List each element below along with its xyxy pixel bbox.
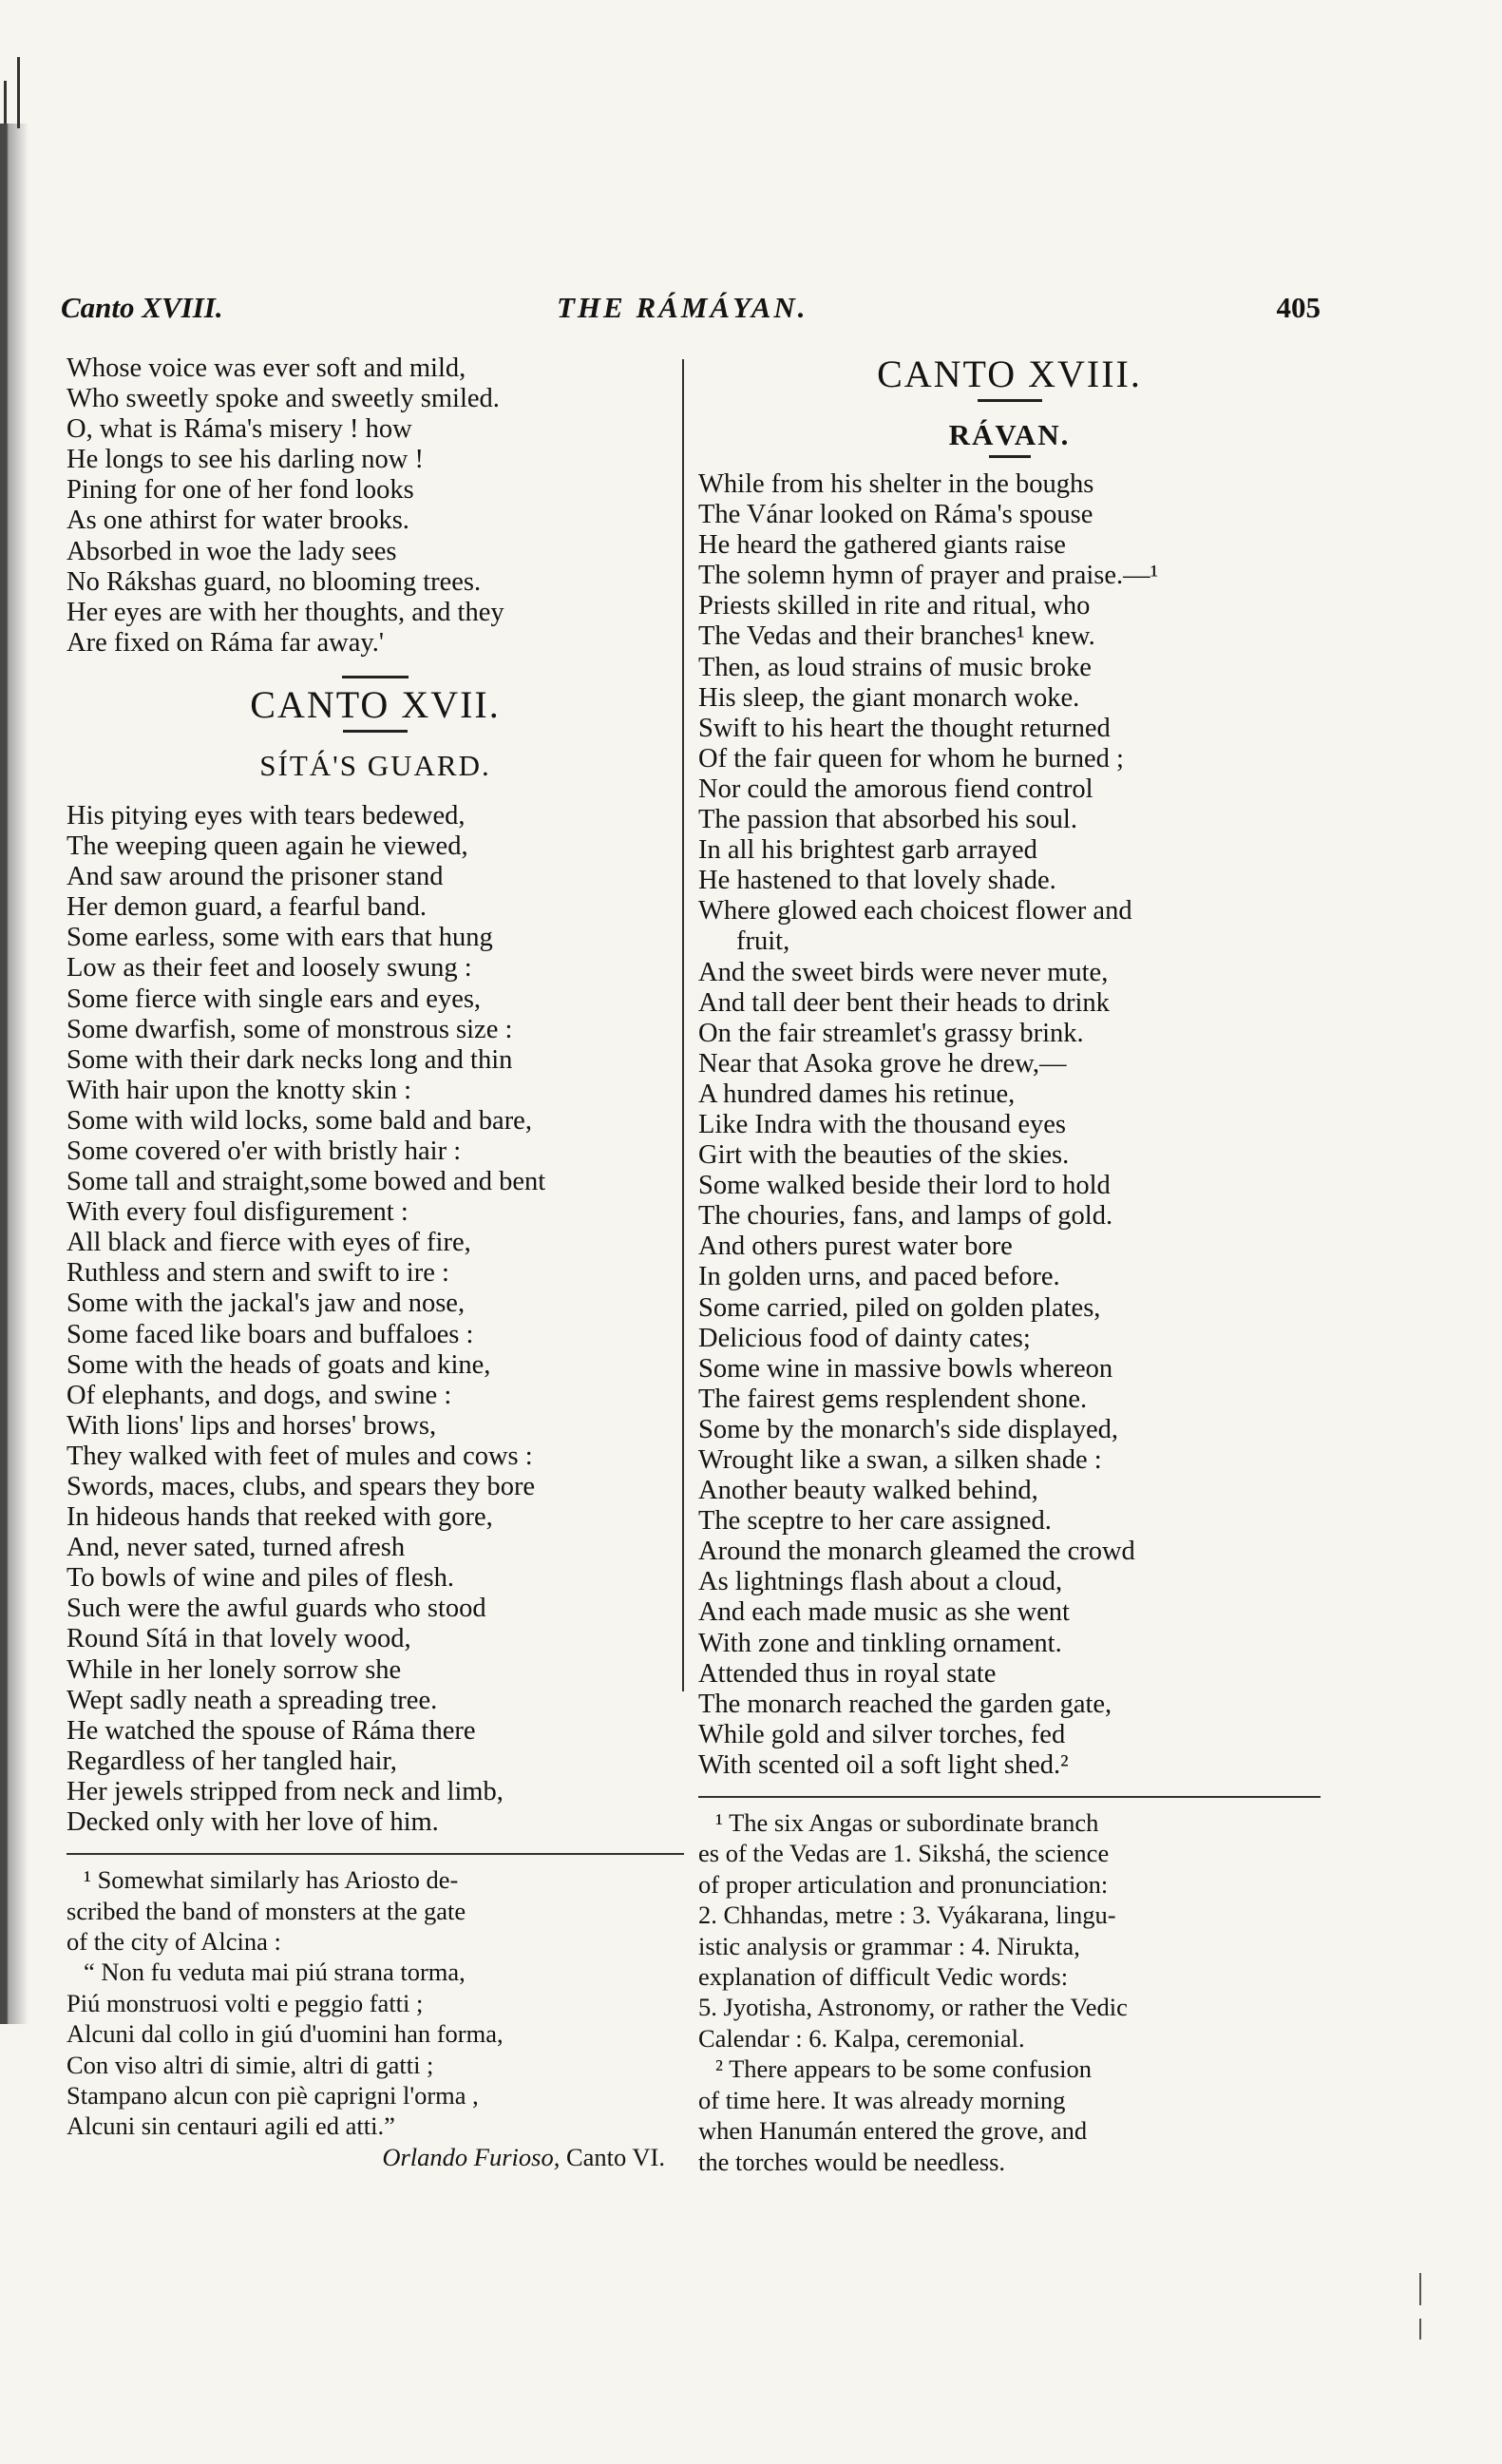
verse-line: Nor could the amorous fiend control	[698, 774, 1093, 804]
header-canto: Canto XVIII.	[61, 291, 223, 324]
verse-line: Some covered o'er with bristly hair :	[67, 1136, 462, 1166]
verse-line: He watched the spouse of Ráma there	[67, 1715, 476, 1746]
footnote-rule	[67, 1853, 684, 1855]
right-column	[698, 353, 1321, 2177]
verse-line: And each made music as she went	[698, 1597, 1070, 1628]
footnote-line: ² There appears to be some confusion	[715, 2054, 1092, 2084]
verse-line: The Vedas and their branches¹ knew.	[698, 621, 1095, 652]
canto-title: CANTO XVII.	[250, 682, 501, 726]
citation-canto: Canto VI.	[565, 2142, 665, 2171]
header-book-title: THE RÁMÁYAN.	[557, 291, 808, 324]
verse-line: Ruthless and stern and swift to ire :	[67, 1258, 449, 1289]
footnote	[698, 1807, 1321, 2177]
verse-line: Swift to his heart the thought returned	[698, 713, 1111, 743]
verse-line: Decked only with her love of him.	[67, 1807, 439, 1838]
verse-line: With lions' lips and horses' brows,	[67, 1410, 437, 1441]
verse-line: Who sweetly spoke and sweetly smiled.	[67, 384, 500, 414]
footnote-line: Piú monstruosi volti e peggio fatti ;	[67, 1988, 424, 2017]
verse-line: While from his shelter in the boughs	[698, 469, 1094, 499]
footnote-line: Stampano alcun con piè caprigni l'orma ,	[67, 2080, 479, 2110]
verse-line: While gold and silver torches, fed	[698, 1719, 1066, 1749]
verse-line: And tall deer bent their heads to drink	[698, 987, 1110, 1018]
verse-line: Some faced like boars and buffaloes :	[67, 1319, 474, 1349]
verse-line: Another beauty walked behind,	[698, 1476, 1038, 1506]
verse-line: He hastened to that lovely shade.	[698, 866, 1056, 896]
verse-line: Regardless of her tangled hair,	[67, 1746, 397, 1776]
verse-line: Some dwarfish, some of monstrous size :	[67, 1014, 513, 1044]
footnote-citation	[67, 2142, 684, 2172]
verse-line: The sceptre to her care assigned.	[698, 1506, 1052, 1537]
footnote-line: es of the Vedas are 1. Sikshá, the science	[698, 1839, 1110, 1868]
verse-block	[67, 801, 684, 1838]
verse-line: And the sweet birds were never mute,	[698, 957, 1109, 987]
verse-line: In all his brightest garb arrayed	[698, 835, 1037, 866]
footnote-line: explanation of difficult Vedic words:	[698, 1962, 1069, 1992]
footnote-line: 2. Chhandas, metre : 3. Vyákarana, lingu-	[698, 1901, 1116, 1930]
verse-line: O, what is Ráma's misery ! how	[67, 414, 412, 445]
verse-line: No Rákshas guard, no blooming trees.	[67, 566, 482, 597]
verse-line: Like Indra with the thousand eyes	[698, 1109, 1067, 1139]
verse-line: Wrought like a swan, a silken shade :	[698, 1445, 1102, 1475]
running-header	[61, 291, 1321, 338]
edge-mark	[17, 57, 20, 128]
verse-line: Swords, maces, clubs, and spears they bore	[67, 1472, 536, 1501]
footnote-line: Alcuni dal collo in giú d'uomini han forma,	[67, 2019, 504, 2049]
verse-line: Such were the awful guards who stood	[67, 1594, 486, 1624]
verse-line: All black and fierce with eyes of fire,	[67, 1228, 471, 1258]
verse-line: Priests skilled in rite and ritual, who	[698, 591, 1091, 621]
verse-line: A hundred dames his retinue,	[698, 1079, 1016, 1109]
verse-line: To bowls of wine and piles of flesh.	[67, 1563, 455, 1594]
edge-mark	[4, 81, 7, 124]
footnote-line: 5. Jyotisha, Astronomy, or rather the Vedic	[698, 1993, 1128, 2022]
citation-title: Orlando Furioso,	[382, 2142, 561, 2171]
verse-line: Some with the jackal's jaw and nose,	[67, 1289, 466, 1319]
footnote-line: ¹ The six Angas or subordinate branch	[715, 1808, 1099, 1838]
verse-line: Wept sadly neath a spreading tree.	[67, 1685, 438, 1715]
verse-block	[698, 469, 1321, 1781]
margin-mark	[1419, 2273, 1421, 2305]
verse-line: He heard the gathered giants raise	[698, 530, 1066, 561]
verse-line: His sleep, the giant monarch woke.	[698, 682, 1080, 713]
verse-line: Some carried, piled on golden plates,	[698, 1292, 1101, 1323]
verse-line: Some wine in massive bowls whereon	[698, 1353, 1113, 1384]
verse-line: On the fair streamlet's grassy brink.	[698, 1018, 1084, 1048]
verse-line: Some walked beside their lord to hold	[698, 1171, 1111, 1201]
verse-line: Her demon guard, a fearful band.	[67, 892, 428, 923]
verse-line: The passion that absorbed his soul.	[698, 805, 1077, 835]
verse-line: With hair upon the knotty skin :	[67, 1075, 411, 1105]
verse-line: The monarch reached the garden gate,	[698, 1689, 1112, 1719]
verse-line: While in her lonely sorrow she	[67, 1654, 402, 1685]
verse-line: With zone and tinkling ornament.	[698, 1628, 1062, 1658]
canto-subtitle: RÁVAN.	[948, 418, 1071, 451]
margin-mark	[1419, 2319, 1421, 2340]
verse-line: Low as their feet and loosely swung :	[67, 953, 472, 984]
verse-line: Around the monarch gleamed the crowd	[698, 1537, 1135, 1567]
footnote-line: of the city of Alcina :	[67, 1926, 281, 1956]
verse-block-continued	[67, 353, 684, 659]
verse-line: Pining for one of her fond looks	[67, 475, 414, 506]
verse-line: His pitying eyes with tears bedewed,	[67, 800, 466, 831]
footnote	[67, 1864, 684, 2172]
verse-line: In golden urns, and paced before.	[698, 1262, 1060, 1292]
verse-line: He longs to see his darling now !	[67, 445, 424, 475]
footnote-line: of time here. It was already morning	[698, 2085, 1066, 2114]
left-column	[67, 353, 684, 2172]
footnote-line: the torches would be needless.	[698, 2147, 1006, 2176]
canto-subtitle: SÍTÁ'S GUARD.	[259, 748, 491, 782]
verse-line: With every foul disfigurement :	[67, 1197, 409, 1228]
verse-line: Of elephants, and dogs, and swine :	[67, 1380, 452, 1410]
footnote-line: Con viso altri di simie, altri di gatti ;	[67, 2050, 434, 2079]
footnote-line: Calendar : 6. Kalpa, ceremonial.	[698, 2023, 1025, 2053]
scanned-page-edge	[0, 124, 29, 2024]
footnote-line: ¹ Somewhat similarly has Ariosto de-	[84, 1865, 459, 1895]
verse-line: Some earless, some with ears that hung	[67, 923, 493, 953]
verse-line: fruit,	[736, 926, 790, 957]
verse-line: Her eyes are with her thoughts, and they	[67, 597, 504, 627]
canto-title: CANTO XVIII.	[877, 353, 1142, 395]
verse-line: Girt with the beauties of the skies.	[698, 1140, 1070, 1171]
title-rule	[978, 399, 1042, 402]
ornament-rule	[342, 676, 409, 678]
verse-line: Near that Asoka grove he drew,—	[698, 1048, 1067, 1079]
verse-line: Delicious food of dainty cates;	[698, 1323, 1031, 1353]
verse-line: Some with the heads of goats and kine,	[67, 1349, 491, 1380]
verse-line: Some fierce with single ears and eyes,	[67, 984, 482, 1014]
verse-line: Absorbed in woe the lady sees	[67, 536, 397, 566]
verse-line: Then, as loud strains of music broke	[698, 652, 1092, 682]
verse-line: The chouries, fans, and lamps of gold.	[698, 1201, 1113, 1232]
verse-line: The solemn hymn of prayer and praise.—¹	[698, 561, 1159, 591]
verse-line: And others purest water bore	[698, 1232, 1013, 1262]
verse-line: Some by the monarch's side displayed,	[698, 1414, 1119, 1444]
verse-line: Are fixed on Ráma far away.'	[67, 627, 385, 658]
verse-line: They walked with feet of mules and cows :	[67, 1441, 533, 1471]
verse-line: Some tall and straight,some bowed and bent	[67, 1167, 546, 1197]
footnote-rule	[698, 1796, 1321, 1798]
verse-line: Where glowed each choicest flower and	[698, 896, 1132, 926]
footnote-line: istic analysis or grammar : 4. Nirukta,	[698, 1931, 1080, 1960]
footnote-line: Alcuni sin centauri agili ed atti.”	[67, 2111, 395, 2141]
verse-line: Attended thus in royal state	[698, 1658, 997, 1689]
verse-line: As one athirst for water brooks.	[67, 506, 409, 536]
verse-line: In hideous hands that reeked with gore,	[67, 1502, 493, 1533]
verse-line: The Vánar looked on Ráma's spouse	[698, 500, 1093, 530]
verse-line: As lightnings flash about a cloud,	[698, 1567, 1063, 1597]
verse-line: Her jewels stripped from neck and limb,	[67, 1776, 504, 1806]
verse-line: With scented oil a soft light shed.²	[698, 1749, 1069, 1780]
verse-line: Whose voice was ever soft and mild,	[67, 353, 466, 383]
footnote-line: scribed the band of monsters at the gate	[67, 1896, 466, 1925]
verse-line: Round Sítá in that lovely wood,	[67, 1624, 411, 1654]
footnote-line: of proper articulation and pronunciation:	[698, 1869, 1109, 1899]
verse-line: Of the fair queen for whom he burned ;	[698, 743, 1124, 774]
verse-line: Some with their dark necks long and thin	[67, 1044, 513, 1075]
verse-line: The fairest gems resplendent shone.	[698, 1384, 1088, 1414]
footnote-line: when Hanumán entered the grove, and	[698, 2116, 1088, 2146]
title-rule	[343, 730, 408, 733]
verse-line: And, never sated, turned afresh	[67, 1533, 406, 1563]
verse-line: Some with wild locks, some bald and bare,	[67, 1105, 532, 1136]
verse-line: The weeping queen again he viewed,	[67, 831, 468, 862]
page-number: 405	[1276, 291, 1321, 324]
footnote-line: “ Non fu veduta mai piú strana torma,	[84, 1958, 466, 1987]
verse-line: And saw around the prisoner stand	[67, 862, 444, 892]
